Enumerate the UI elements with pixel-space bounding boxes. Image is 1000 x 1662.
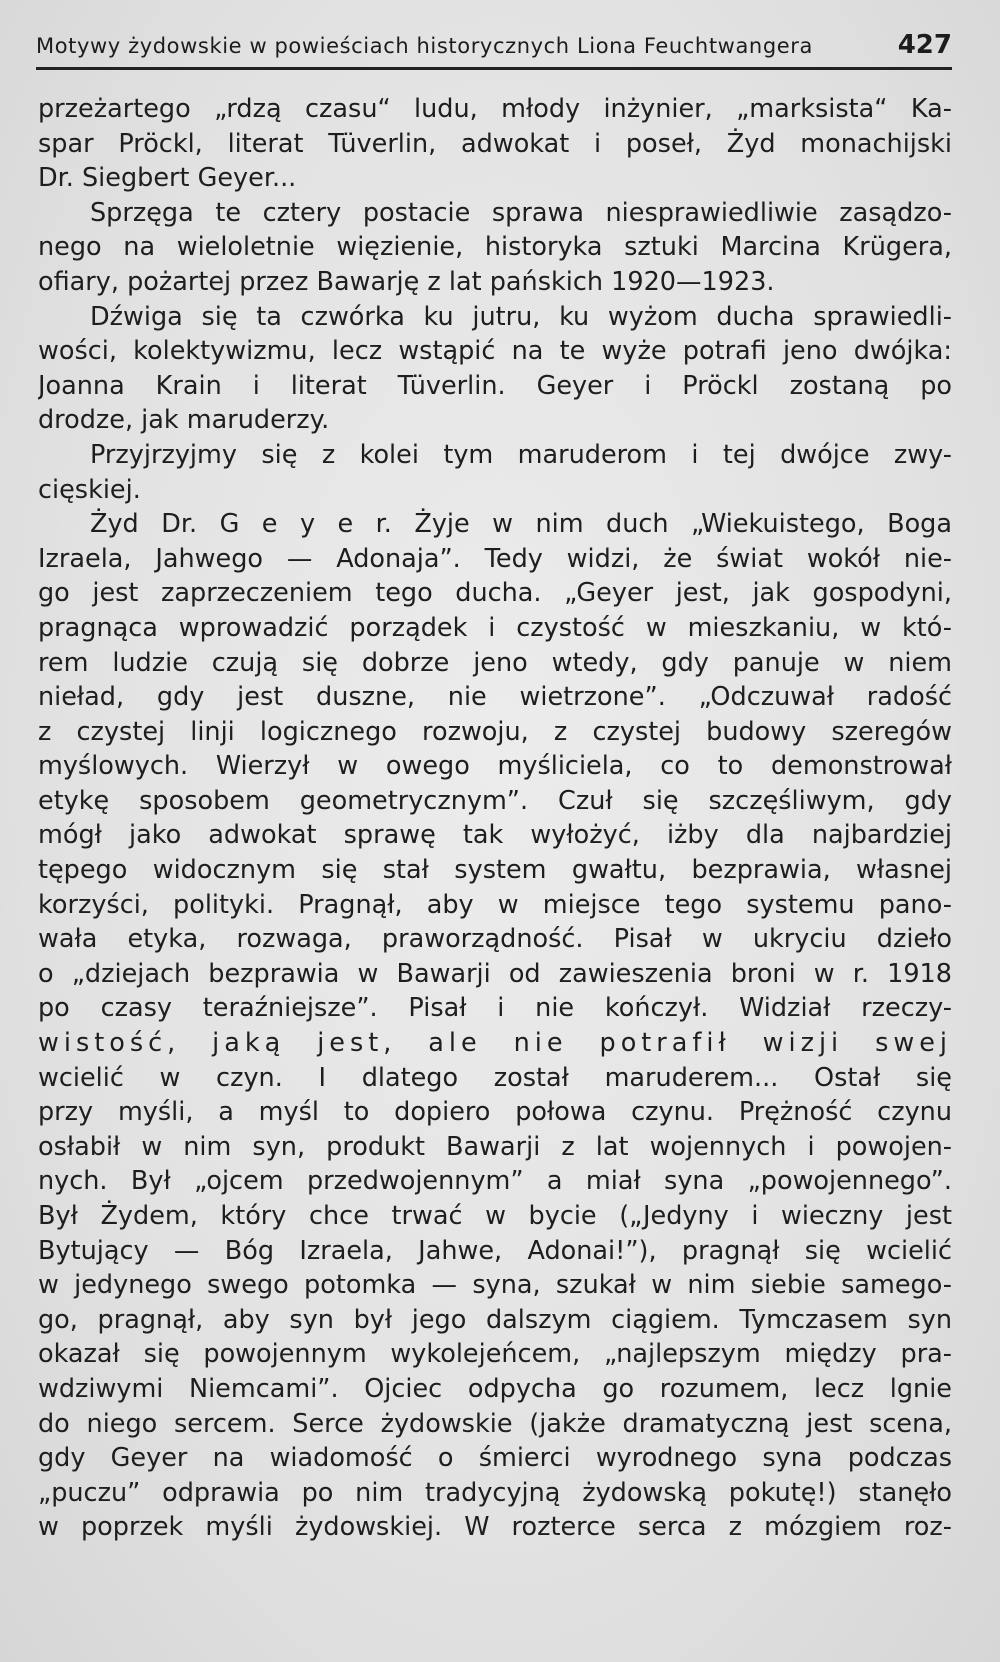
text-line: tępego widocznym się stał system gwałtu, bezprawia, własnej <box>38 855 952 886</box>
running-header <box>36 30 952 66</box>
text-line: nego na wieloletnie więzienie, historyka sztuki Marcina Krügera, <box>38 232 952 263</box>
text-line: gdy Geyer na wiadomość o śmierci wyrodnego syna podczas <box>38 1443 952 1474</box>
text-line: mógł jako adwokat sprawę tak wyłożyć, iżby dla najbardziej <box>38 820 952 851</box>
text-line: wdziwymi Niemcami”. Ojciec odpycha go rozumem, lecz lgnie <box>38 1373 952 1404</box>
text-line: myślowych. Wierzył w owego myśliciela, co to demonstrował <box>38 751 952 782</box>
page-number: 427 <box>897 30 952 60</box>
text-line: „puczu” odprawia po nim tradycyjną żydowską pokutę!) stanęło <box>38 1477 952 1508</box>
text-line: Był Żydem, który chce trwać w bycie („Jedyny i wieczny jest <box>38 1201 952 1231</box>
body-text <box>38 92 952 1545</box>
text-line: osłabił w nim syn, produkt Bawarji z lat wojennych i powojen- <box>38 1131 952 1162</box>
text-line: okazał się powojennym wykolejeńcem, „najlepszym między pra- <box>38 1339 952 1370</box>
text-line: cięskiej. <box>38 474 141 505</box>
text-line: Dźwiga się ta czwórka ku jutru, ku wyżom ducha sprawiedli- <box>90 301 952 332</box>
text-line: go, pragnął, aby syn był jego dalszym ciągiem. Tymczasem syn <box>38 1304 952 1335</box>
text-line: etykę sposobem geometrycznym”. Czuł się szczęśliwym, gdy <box>38 785 952 816</box>
text-line: ofiary, pożartej przez Bawarję z lat pańskich 1920—1923. <box>38 266 775 297</box>
text-line: Joanna Krain i literat Tüverlin. Geyer i Pröckl zostaną po <box>38 370 952 401</box>
text-line: przeżartego „rdzą czasu“ ludu, młody inżynier, „marksista“ Ka- <box>38 94 952 124</box>
text-line: drodze, jak maruderzy. <box>38 405 330 436</box>
text-line: wcielić w czyn. I dlatego został maruderem... Ostał się <box>38 1062 952 1093</box>
text-line: do niego sercem. Serce żydowskie (jakże dramatyczną jest scena, <box>38 1408 952 1439</box>
text-line: przy myśli, a myśl to dopiero połowa czynu. Prężność czynu <box>38 1097 952 1128</box>
text-line: po czasy teraźniejsze”. Pisał i nie kończył. Widział rzeczy- <box>38 993 952 1024</box>
text-line: Sprzęga te cztery postacie sprawa niesprawiedliwie zasądzo- <box>90 197 952 228</box>
text-line: wości, kolektywizmu, lecz wstąpić na te wyże potrafi jeno dwójka: <box>38 336 952 367</box>
text-line: Izraela, Jahwego — Adonaja”. Tedy widzi, że świat wokół nie- <box>38 543 952 574</box>
text-line: Bytujący — Bóg Izraela, Jahwe, Adonai!”), pragnął się wcielić <box>38 1235 952 1266</box>
text-line: rem ludzie czują się dobrze jeno wtedy, gdy panuje w niem <box>38 647 952 678</box>
running-title: Motywy żydowskie w powieściach historycznych Liona Feuchtwangera <box>36 34 813 58</box>
text-line: pragnąca wprowadzić porządek i czystość w mieszkaniu, w któ- <box>38 612 952 643</box>
text-line: nieład, gdy jest duszne, nie wietrzone”. „Odczuwał radość <box>38 682 952 713</box>
text-line: Przyjrzyjmy się z kolei tym maruderom i tej dwójce zwy- <box>90 439 952 470</box>
text-line: spar Pröckl, literat Tüverlin, adwokat i poseł, Żyd monachijski <box>38 128 952 159</box>
text-line: Dr. Siegbert Geyer... <box>38 163 297 194</box>
text-line: korzyści, polityki. Pragnął, aby w miejsce tego systemu pano- <box>38 889 952 920</box>
text-line: wistość, jaką jest, ale nie potrafił wizji swej <box>38 1028 952 1059</box>
text-line: z czystej linji logicznego rozwoju, z czystej budowy szeregów <box>38 716 952 747</box>
text-line: o „dziejach bezprawia w Bawarji od zawieszenia broni w r. 1918 <box>38 958 952 989</box>
text-line: go jest zaprzeczeniem tego ducha. „Geyer jest, jak gospodyni, <box>38 578 952 609</box>
text-line: w poprzek myśli żydowskiej. W rozterce serca z mózgiem roz- <box>38 1512 952 1543</box>
text-line: Żyd Dr. G e y e r. Żyje w nim duch „Wiekuistego, Boga <box>90 509 952 540</box>
text-line: w jedynego swego potomka — syna, szukał w nim siebie samego- <box>38 1270 952 1301</box>
text-line: nych. Był „ojcem przedwojennym” a miał syna „powojennego”. <box>38 1166 952 1197</box>
text-line: wała etyka, rozwaga, praworządność. Pisał w ukryciu dzieło <box>38 924 952 955</box>
header-rule <box>36 67 952 70</box>
